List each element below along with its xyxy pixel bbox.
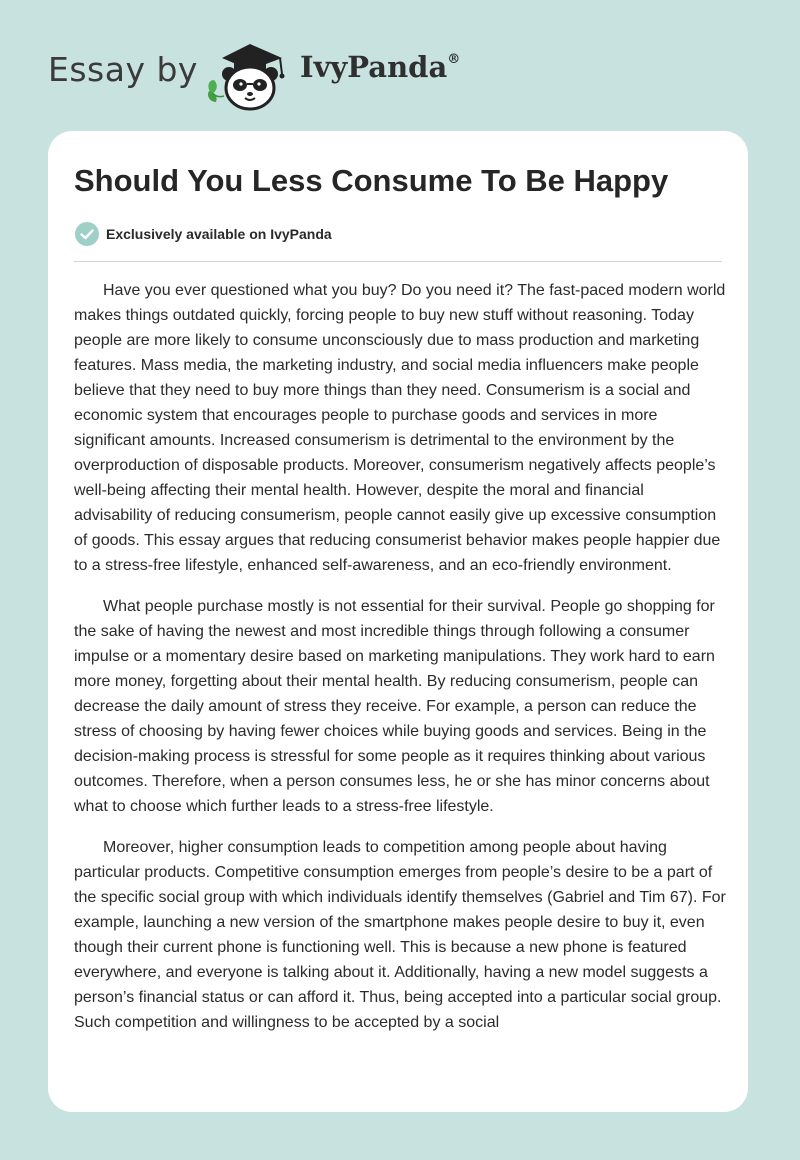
checkmark-icon	[74, 221, 100, 247]
brand-name[interactable]: IvyPanda®	[300, 50, 461, 84]
essay-by-label: Essay by	[48, 50, 198, 89]
paragraph: Have you ever questioned what you buy? Do you need it? The fast-paced modern world makes things outdated quickly, forcing people to buy new stuff without reasoning. Today people are more likely to consume unconsciously due to mass production and marketing features. Mass media, the marketing industry, and social media influencers make people believe that they need to buy more things than they need. Consumerism is a social and economic system that encourages people to purchase goods and services in more significant amounts. Increased consumerism is detrimental to the environment by the overproduction of disposable products. Moreover, consumerism negatively affects people’s well-being affecting their mental health. However, despite the moral and financial advisability of reducing consumerism, people cannot easily give up excessive consumption of goods. This essay argues that reducing consumerist behavior makes people happier due to a stress-free lifestyle, enhanced self-awareness, and an eco-friendly environment.	[74, 282, 726, 574]
title-divider	[74, 261, 722, 262]
essay-body	[74, 278, 726, 1051]
exclusive-badge	[74, 221, 332, 247]
essay-title: Should You Less Consume To Be Happy	[74, 163, 669, 198]
essay-card	[48, 131, 748, 1112]
site-header	[0, 0, 800, 130]
exclusive-badge-label: Exclusively available on IvyPanda	[106, 226, 332, 242]
registered-mark: ®	[447, 52, 461, 67]
ivypanda-logo-icon[interactable]	[200, 36, 296, 112]
paragraph: Moreover, higher consumption leads to competition among people about having particular products. Competitive consumption emerges from people’s desire to be a part of the specific social group with which individuals identify themselves (Gabriel and Tim 67). For example, launching a new version of the smartphone makes people desire to buy it, even though their current phone is functioning well. This is because a new phone is featured everywhere, and everyone is talking about it. Additionally, having a new model suggests a person’s financial status or can afford it. Thus, being accepted into a particular social group. Such competition and willingness to be accepted by a social	[74, 839, 726, 1031]
paragraph: What people purchase mostly is not essential for their survival. People go shopping for the sake of having the newest and most incredible things through following a consumer impulse or a momentary desire based on marketing manipulations. They work hard to earn more money, forgetting about their mental health. By reducing consumerism, people can decrease the daily amount of stress they receive. For example, a person can reduce the stress of choosing by having fewer choices while buying goods and services. Being in the decision-making process is stressful for some people as it requires thinking about various outcomes. Therefore, when a person consumes less, he or she has minor concerns about what to choose which further leads to a stress-free lifestyle.	[74, 598, 715, 815]
